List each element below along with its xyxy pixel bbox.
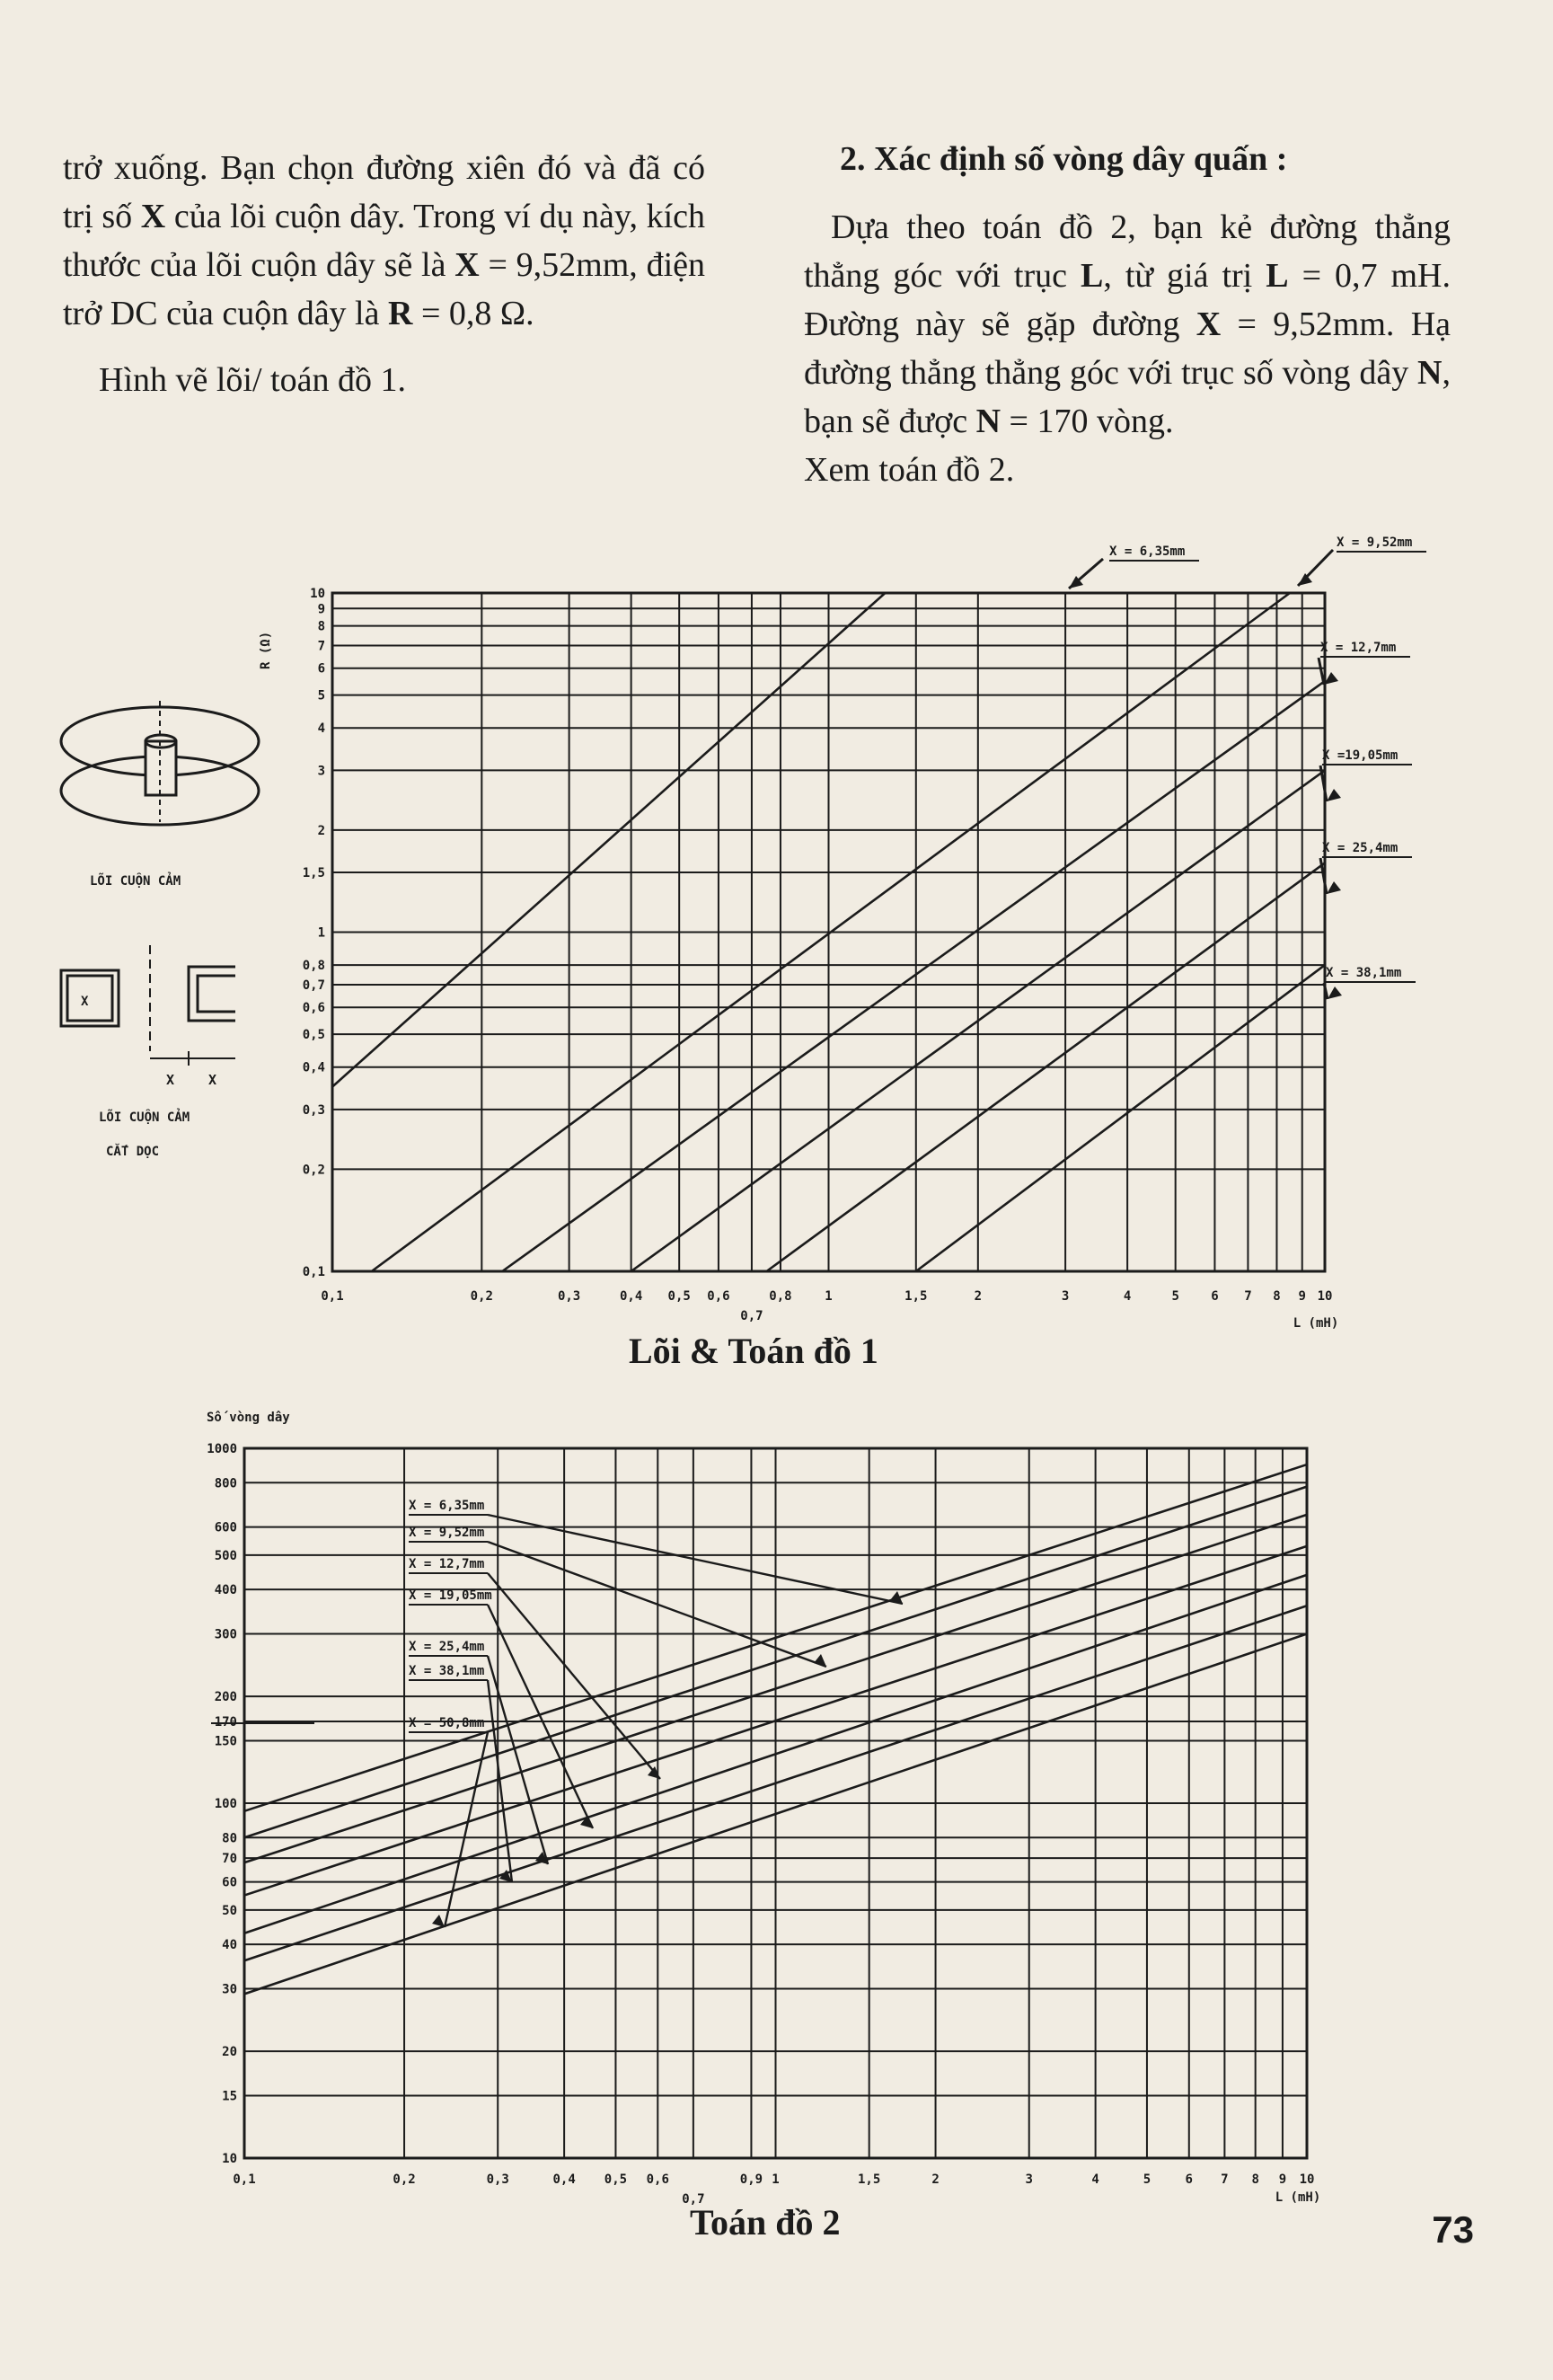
x-tick-label: 9 [1298,1289,1306,1304]
bold-symbol: R [387,295,413,332]
series-label: X = 6,35mm [1109,544,1186,559]
x-tick-label: 10 [1299,2172,1315,2187]
x-mark: X [81,995,89,1009]
text-run: = 0,8 Ω. [412,295,534,332]
left-paragraph-2: Hình vẽ lõi/ toán đồ 1. [99,361,406,399]
x-axis-title: L (mH) [1275,2190,1321,2205]
series-label: X = 38,1mm [1326,966,1402,980]
x-tick-label: 1,5 [858,2172,881,2187]
y-tick-label: 50 [222,1903,237,1918]
x-tick-label: 10 [1317,1289,1333,1304]
x-tick-label: 0,7 [740,1309,763,1323]
x-tick-label: 0,1 [321,1289,344,1304]
y-tick-label: 0,7 [302,978,325,993]
label-pointer [488,1605,593,1828]
bold-symbol: X [140,198,166,235]
x-mark: X [166,1072,175,1088]
y-tick-label: 0,4 [302,1060,325,1075]
y-tick-label: 9 [317,602,325,617]
series-label: X = 9,52mm [1337,535,1413,550]
bold-symbol: L [1266,257,1289,295]
text-run: = 170 vòng. [1001,403,1174,440]
x-tick-label: 3 [1025,2172,1033,2187]
x-tick-label: 6 [1211,1289,1219,1304]
y-tick-label: 0,6 [302,1001,325,1016]
x-tick-label: 5 [1143,2172,1152,2187]
x-mark: X [208,1072,217,1088]
y-tick-label: 400 [214,1583,237,1598]
x-tick-label: 0,5 [604,2172,628,2187]
y-tick-label: 200 [214,1690,237,1705]
y-tick-label: 800 [214,1476,237,1491]
text-run: = 9,52mm. Hạ đường thẳng thẳng góc với trục số vòng dây [804,305,1451,392]
y-tick-label: 3 [317,764,325,779]
y-tick-label: 0,5 [302,1028,325,1043]
y-tick-label: 1000 [207,1442,237,1456]
x-tick-label: 4 [1123,1289,1132,1304]
y-axis-title: Số vòng dây [207,1411,290,1425]
figure2-caption: Toán đồ 2 [690,2202,841,2243]
series-label: X = 19,05mm [409,1588,492,1603]
x-tick-label: 0,9 [739,2172,763,2187]
y-tick-label: 8 [317,619,325,634]
x-tick-label: 8 [1251,2172,1259,2187]
see-chart-line: Xem toán đồ 2. [804,451,1015,489]
series-label: X = 6,35mm [409,1499,485,1513]
figure1-caption: Lõi & Toán đồ 1 [629,1331,878,1371]
label-pointer [445,1732,488,1927]
bold-symbol: X [454,246,480,284]
arrow-head [814,1654,826,1667]
x-tick-label: 7 [1221,2172,1229,2187]
bold-symbol: N [975,403,1002,440]
core-label-2b: CẮT DỌC [106,1145,160,1159]
y-tick-label: 4 [317,721,325,737]
x-tick-label: 0,6 [707,1289,730,1304]
x-tick-label: 1,5 [904,1289,928,1304]
series-label: X = 38,1mm [409,1664,485,1678]
x-tick-label: 4 [1091,2172,1099,2187]
y-tick-label: 300 [214,1627,237,1642]
series-label: X = 12,7mm [1320,641,1397,655]
text-run: , bạn sẽ được [804,354,1451,440]
text-run: = 9,52mm, điện trở DC của cuộn dây là [63,246,705,332]
y-tick-label: 1,5 [302,866,325,881]
y-tick-label: 100 [214,1797,237,1811]
y-tick-label: 600 [214,1520,237,1535]
y-tick-label: 60 [222,1875,237,1890]
y-tick-label: 20 [222,2045,237,2060]
y-tick-label: 6 [317,661,325,677]
x-tick-label: 0,1 [233,2172,256,2187]
text-run: trở xuống. Bạn chọn đường xiên đó và đã có trị số [63,149,705,235]
x-tick-label: 6 [1185,2172,1193,2187]
x-tick-label: 0,3 [557,1289,581,1304]
text-run: của lõi cuộn dây. Trong ví dụ này, kích thước của lõi cuộn dây sẽ là [63,198,705,284]
x-tick-label: 1 [772,2172,780,2187]
x-axis-title: L (mH) [1293,1316,1339,1331]
text-run: Dựa theo toán đồ 2, bạn kẻ đường thẳng thẳng góc với trục [804,208,1451,295]
x-tick-label: 0,3 [486,2172,509,2187]
y-tick-label: 170 [214,1714,237,1730]
bold-symbol: N [1417,354,1443,392]
x-tick-label: 7 [1244,1289,1252,1304]
x-tick-label: 0,6 [646,2172,669,2187]
y-tick-label: 0,3 [302,1102,325,1118]
y-tick-label: 1 [317,925,325,941]
y-tick-label: 10 [310,587,325,601]
y-tick-label: 0,1 [302,1265,325,1279]
y-tick-label: 10 [222,2152,237,2166]
series-label: X = 9,52mm [409,1526,485,1540]
x-tick-label: 0,4 [619,1289,643,1304]
text-run: = 0,7 mH. Đường này sẽ gặp đường [804,257,1451,343]
y-tick-label: 0,2 [302,1163,325,1178]
x-tick-label: 9 [1278,2172,1287,2187]
x-tick-label: 0,5 [667,1289,691,1304]
series-label: X = 12,7mm [409,1557,485,1571]
y-tick-label: 0,8 [302,959,325,974]
series-label: X =19,05mm [1322,748,1399,763]
x-tick-label: 0,8 [769,1289,792,1304]
y-tick-label: 40 [222,1938,237,1953]
bold-symbol: L [1081,257,1104,295]
y-tick-label: 2 [317,823,325,838]
x-tick-label: 8 [1273,1289,1281,1304]
x-tick-label: 0,2 [470,1289,493,1304]
y-tick-label: 5 [317,688,325,703]
x-tick-label: 2 [931,2172,940,2187]
series-label: X = 50,8mm [409,1716,485,1730]
page-number: 73 [1432,2208,1474,2251]
y-tick-label: 70 [222,1852,237,1867]
x-tick-label: 3 [1061,1289,1070,1304]
arrow-head [432,1915,445,1927]
section-heading: 2. Xác định số vòng dây quấn : [840,140,1288,178]
series-label: X = 25,4mm [409,1640,485,1654]
text-run: , từ giá trị [1103,257,1266,295]
x-tick-label: 0,7 [682,2192,705,2207]
y-tick-label: 15 [222,2089,237,2104]
y-tick-label: 500 [214,1548,237,1563]
x-tick-label: 1 [825,1289,833,1304]
x-tick-label: 2 [974,1289,983,1304]
y-tick-label: 7 [317,639,325,654]
core-label-1: LÕI CUỘN CẢM [90,874,181,889]
y-axis-title: R (Ω) [259,631,273,669]
y-tick-label: 80 [222,1831,237,1846]
y-tick-label: 150 [214,1734,237,1749]
x-tick-label: 0,2 [393,2172,416,2187]
bold-symbol: X [1196,305,1222,343]
core-label-2a: LÕI CUỘN CẢM [99,1110,190,1125]
series-label: X = 25,4mm [1322,841,1399,855]
y-tick-label: 30 [222,1982,237,1997]
x-tick-label: 0,4 [552,2172,576,2187]
x-tick-label: 5 [1171,1289,1179,1304]
